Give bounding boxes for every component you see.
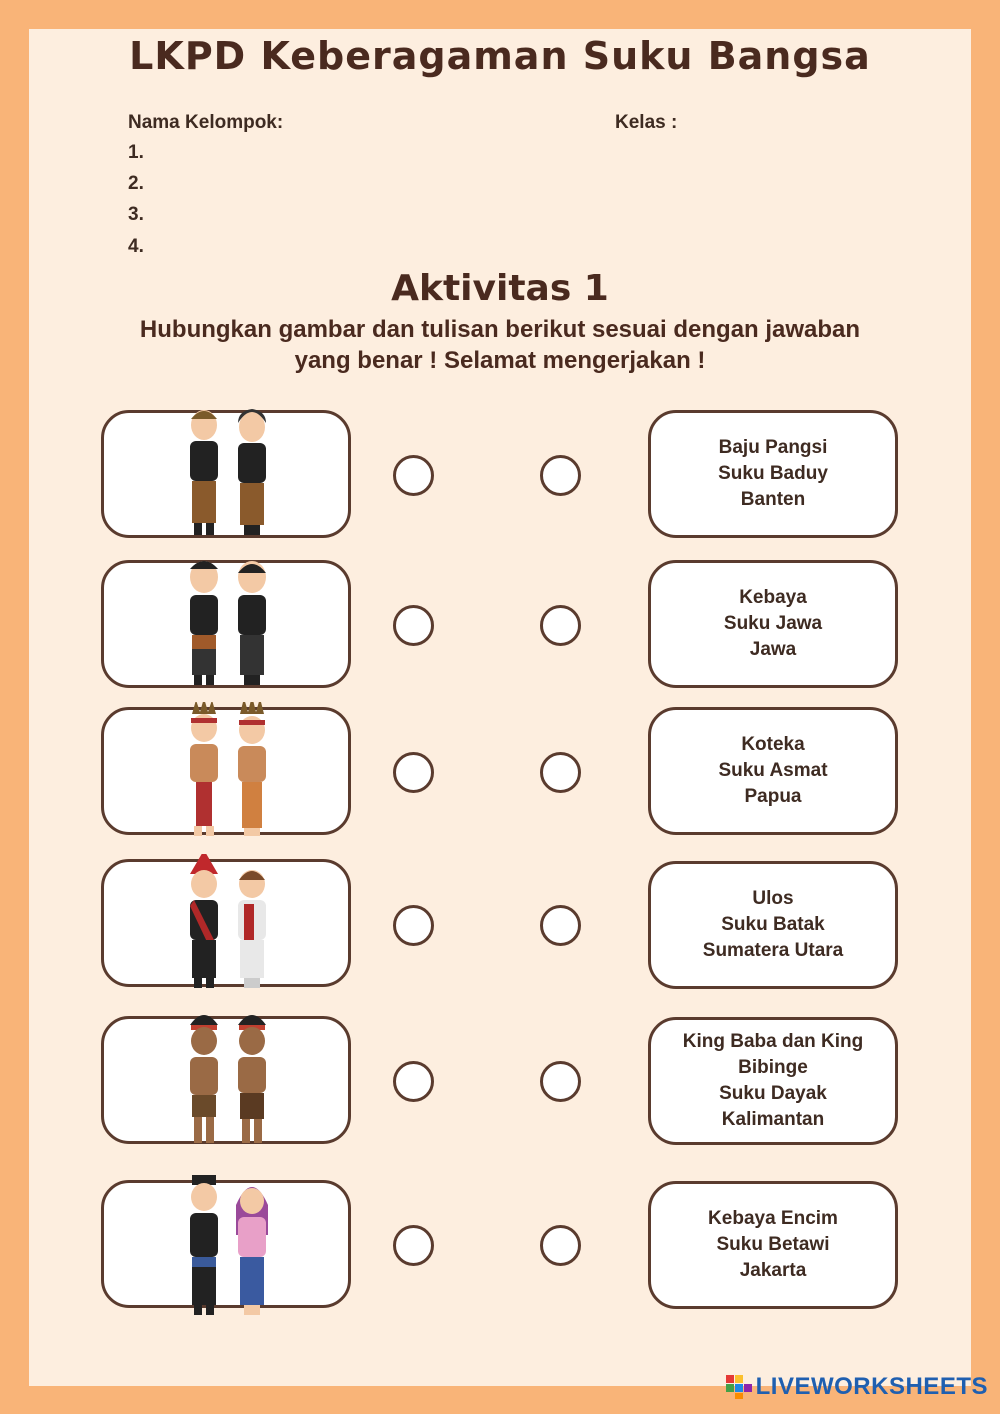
answer-1-clothing: Baju Pangsi: [718, 437, 828, 458]
left-match-dot-2[interactable]: [393, 605, 434, 646]
couple-baduy-icon: [174, 555, 284, 690]
group-member-number-1: 1.: [128, 142, 144, 163]
liveworksheets-logo: [726, 1372, 988, 1402]
answer-2-tribe: Suku Jawa: [723, 613, 823, 634]
answer-6-region: Jakarta: [739, 1260, 807, 1281]
picture-card-3: [101, 707, 351, 835]
liveworksheets-mark-icon: [726, 1375, 752, 1399]
answer-5-clothing: King Baba dan King Bibinge: [682, 1031, 864, 1078]
answer-2-clothing: Kebaya: [739, 587, 807, 608]
answer-4-tribe: Suku Batak: [721, 914, 825, 935]
picture-card-1: [101, 410, 351, 538]
instruction-line-2: yang benar ! Selamat mengerjakan !: [294, 347, 706, 374]
answer-3-tribe: Suku Asmat: [718, 760, 828, 781]
right-match-dot-5[interactable]: [540, 1061, 581, 1102]
picture-card-4: [101, 859, 351, 987]
answer-5-region: Kalimantan: [721, 1109, 825, 1130]
brand-text: LIVEWORKSHEETS: [755, 1373, 988, 1400]
right-match-dot-6[interactable]: [540, 1225, 581, 1266]
right-match-dot-1[interactable]: [540, 455, 581, 496]
left-match-dot-3[interactable]: [393, 752, 434, 793]
right-match-dot-4[interactable]: [540, 905, 581, 946]
group-member-number-2: 2.: [128, 173, 144, 194]
answer-card-1: [648, 410, 898, 538]
couple-jawa-icon: [174, 405, 284, 540]
left-match-dot-5[interactable]: [393, 1061, 434, 1102]
answer-2-region: Jawa: [749, 639, 797, 660]
left-match-dot-4[interactable]: [393, 905, 434, 946]
instruction-text: [100, 314, 900, 376]
group-member-number-3: 3.: [128, 204, 144, 225]
group-member-number-4: 4.: [128, 236, 144, 257]
answer-card-3: [648, 707, 898, 835]
answer-1-region: Banten: [740, 489, 806, 510]
answer-card-2: [648, 560, 898, 688]
class-label: Kelas :: [615, 112, 678, 133]
answer-card-5: [648, 1017, 898, 1145]
right-match-dot-2[interactable]: [540, 605, 581, 646]
picture-card-2: [101, 560, 351, 688]
answer-6-tribe: Suku Betawi: [716, 1234, 830, 1255]
right-match-dot-3[interactable]: [540, 752, 581, 793]
group-name-label: Nama Kelompok:: [128, 112, 284, 133]
answer-card-6: [648, 1181, 898, 1309]
activity-title: Aktivitas 1: [391, 268, 609, 309]
answer-6-clothing: Kebaya Encim: [708, 1208, 838, 1229]
answer-4-clothing: Ulos: [752, 888, 794, 909]
page-title: LKPD Keberagaman Suku Bangsa: [129, 34, 871, 78]
couple-dayak-icon: [174, 702, 284, 842]
left-match-dot-6[interactable]: [393, 1225, 434, 1266]
left-match-dot-1[interactable]: [393, 455, 434, 496]
picture-card-6: [101, 1180, 351, 1308]
couple-batak-icon: [174, 854, 284, 994]
instruction-line-1: Hubungkan gambar dan tulisan berikut sesuai dengan jawaban: [139, 316, 861, 343]
couple-betawi-icon: [174, 1175, 284, 1320]
couple-papua-icon: [174, 1011, 284, 1151]
answer-card-4: [648, 861, 898, 989]
picture-card-5: [101, 1016, 351, 1144]
answer-3-clothing: Koteka: [741, 734, 805, 755]
answer-5-tribe: Suku Dayak: [719, 1083, 827, 1104]
answer-4-region: Sumatera Utara: [702, 940, 844, 961]
answer-3-region: Papua: [744, 786, 802, 807]
answer-1-tribe: Suku Baduy: [718, 463, 828, 484]
